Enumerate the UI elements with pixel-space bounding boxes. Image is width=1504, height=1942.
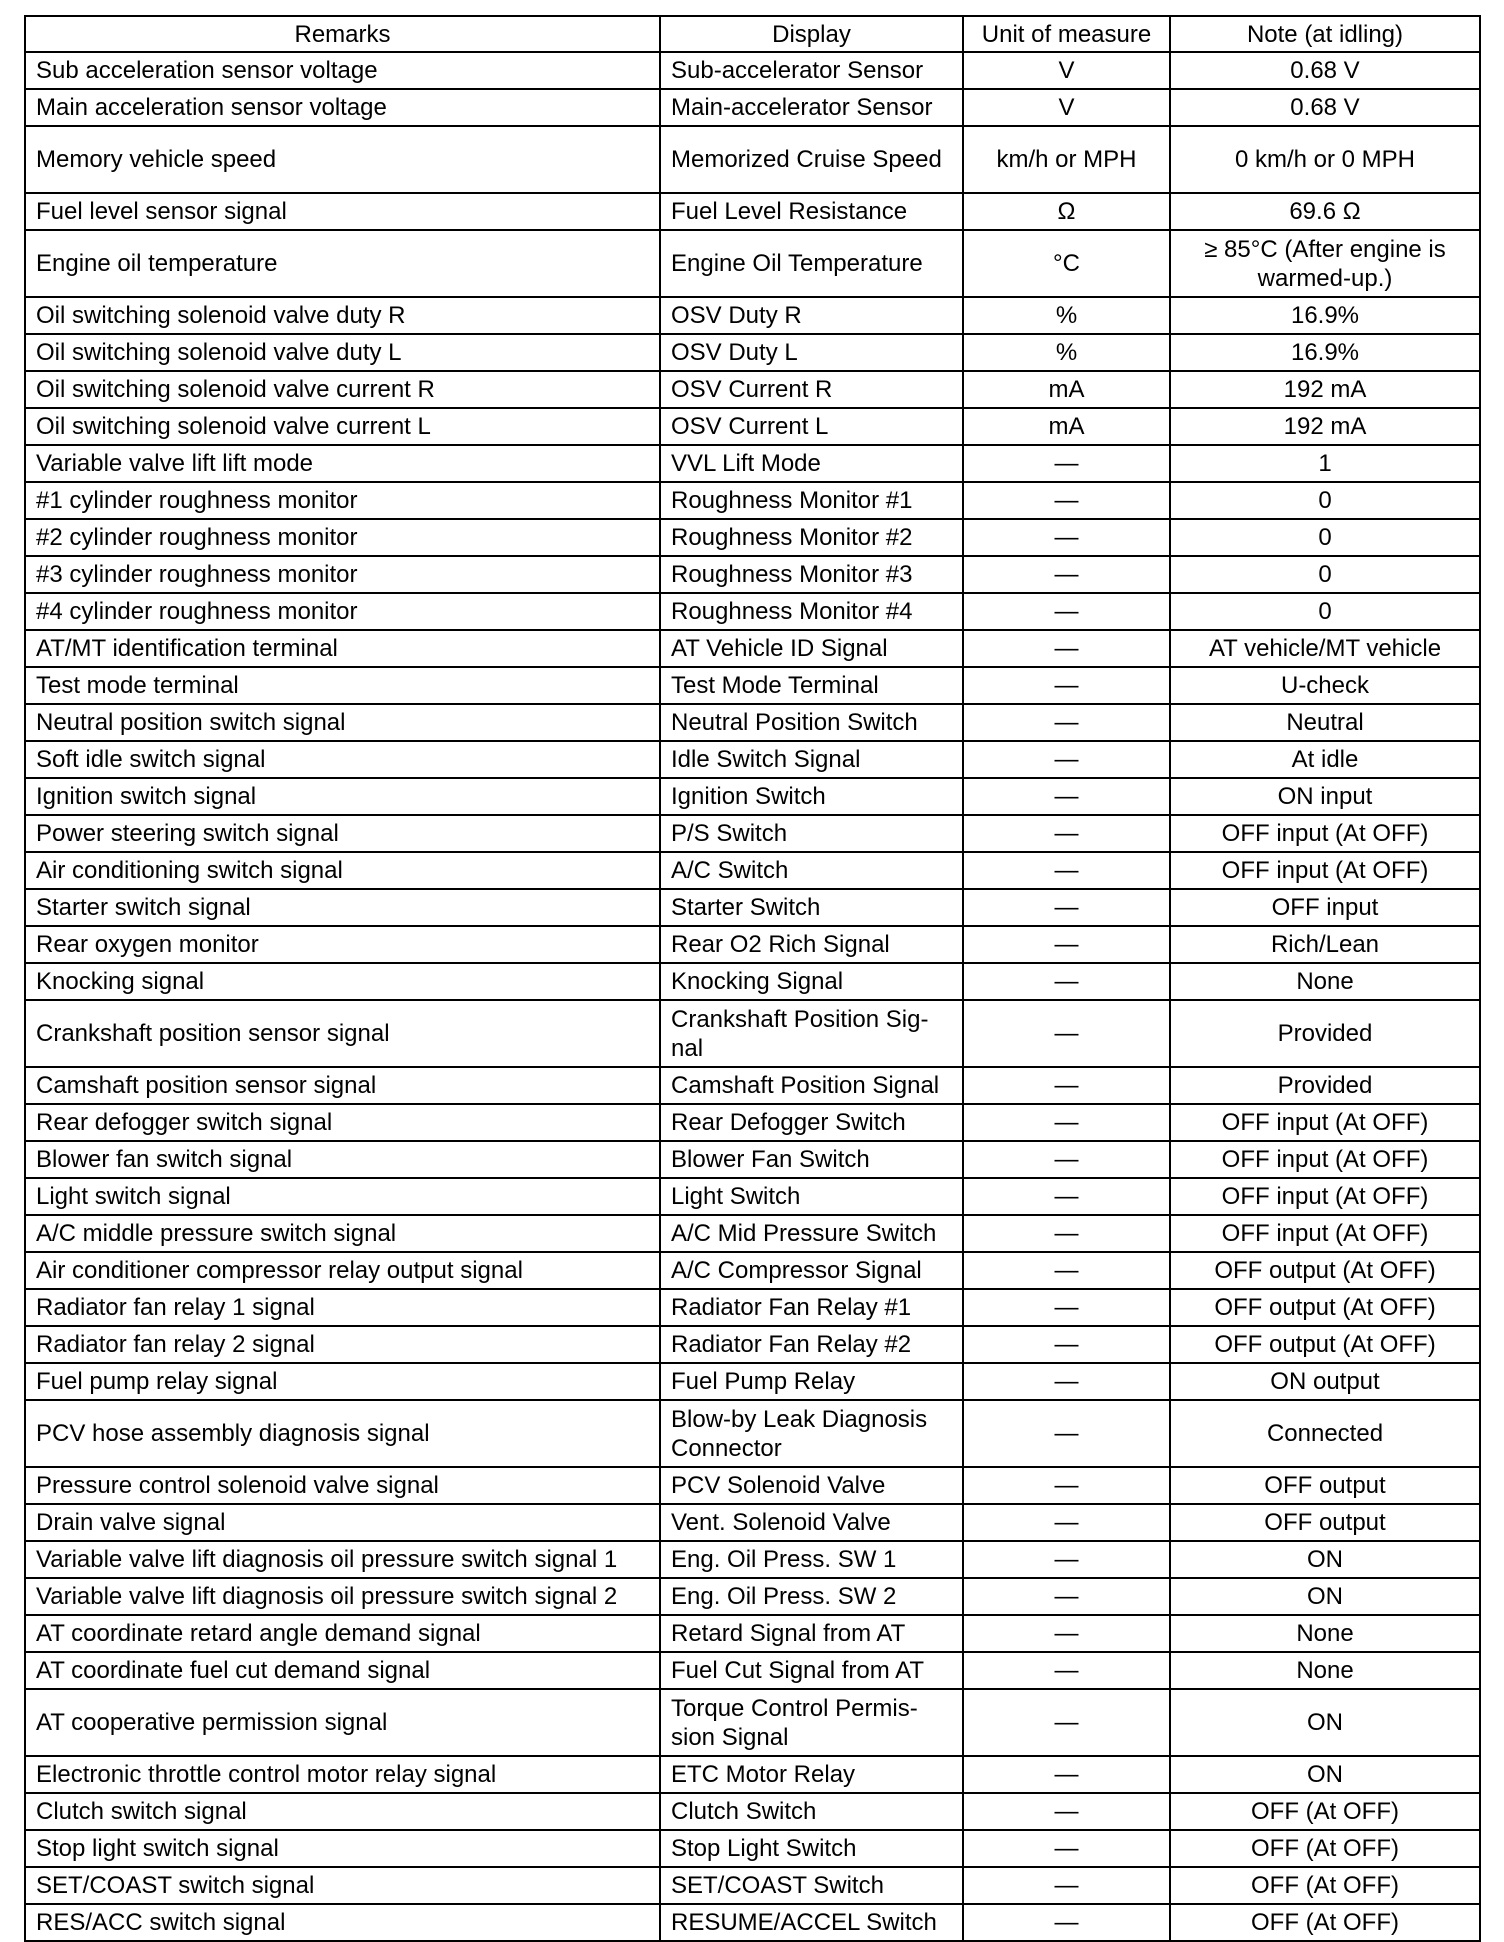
cell-display: OSV Current R: [660, 371, 963, 408]
cell-remarks: Soft idle switch signal: [25, 741, 660, 778]
cell-note: OFF input (At OFF): [1170, 1178, 1480, 1215]
table-row: [25, 704, 1480, 741]
cell-remarks: AT cooperative permission signal: [25, 1689, 660, 1756]
cell-display: AT Vehicle ID Signal: [660, 630, 963, 667]
cell-display: Blower Fan Switch: [660, 1141, 963, 1178]
header-display: Display: [660, 16, 963, 52]
table-row: [25, 1289, 1480, 1326]
cell-unit: —: [963, 1689, 1170, 1756]
table-row: [25, 1756, 1480, 1793]
cell-unit: Ω: [963, 193, 1170, 230]
table-row: [25, 1689, 1480, 1756]
cell-note: 0 km/h or 0 MPH: [1170, 126, 1480, 193]
table-body: [25, 52, 1480, 1941]
cell-note: 192 mA: [1170, 371, 1480, 408]
cell-remarks: Drain valve signal: [25, 1504, 660, 1541]
cell-display: Vent. Solenoid Valve: [660, 1504, 963, 1541]
cell-note: OFF input (At OFF): [1170, 1141, 1480, 1178]
header-unit: Unit of measure: [963, 16, 1170, 52]
cell-display: Retard Signal from AT: [660, 1615, 963, 1652]
cell-unit: V: [963, 89, 1170, 126]
cell-display: Neutral Position Switch: [660, 704, 963, 741]
table-row: [25, 52, 1480, 89]
cell-display: ETC Motor Relay: [660, 1756, 963, 1793]
cell-note: OFF (At OFF): [1170, 1867, 1480, 1904]
cell-remarks: RES/ACC switch signal: [25, 1904, 660, 1941]
table-row: [25, 1793, 1480, 1830]
table-row: [25, 408, 1480, 445]
cell-remarks: Variable valve lift diagnosis oil pressure switch signal 2: [25, 1578, 660, 1615]
cell-remarks: Pressure control solenoid valve signal: [25, 1467, 660, 1504]
cell-note: 16.9%: [1170, 297, 1480, 334]
cell-note: AT vehicle/MT vehicle: [1170, 630, 1480, 667]
cell-unit: —: [963, 704, 1170, 741]
table-row: [25, 889, 1480, 926]
cell-note: OFF input (At OFF): [1170, 852, 1480, 889]
cell-display: VVL Lift Mode: [660, 445, 963, 482]
cell-unit: —: [963, 1289, 1170, 1326]
table-row: [25, 1178, 1480, 1215]
cell-remarks: #2 cylinder roughness monitor: [25, 519, 660, 556]
cell-note: None: [1170, 1615, 1480, 1652]
cell-unit: —: [963, 1867, 1170, 1904]
cell-unit: —: [963, 1615, 1170, 1652]
cell-display: PCV Solenoid Valve: [660, 1467, 963, 1504]
cell-display: Idle Switch Signal: [660, 741, 963, 778]
spec-document: [24, 15, 1479, 1942]
cell-display: Starter Switch: [660, 889, 963, 926]
cell-unit: —: [963, 1178, 1170, 1215]
cell-unit: —: [963, 630, 1170, 667]
cell-note: Neutral: [1170, 704, 1480, 741]
cell-unit: —: [963, 1830, 1170, 1867]
table-row: [25, 815, 1480, 852]
cell-display: Ignition Switch: [660, 778, 963, 815]
table-row: [25, 593, 1480, 630]
table-row: [25, 334, 1480, 371]
cell-display: Crankshaft Position Sig-nal: [660, 1000, 963, 1067]
cell-note: Provided: [1170, 1067, 1480, 1104]
cell-note: None: [1170, 963, 1480, 1000]
cell-unit: —: [963, 1400, 1170, 1467]
cell-display: Eng. Oil Press. SW 2: [660, 1578, 963, 1615]
table-row: [25, 741, 1480, 778]
cell-remarks: Ignition switch signal: [25, 778, 660, 815]
table-row: [25, 1467, 1480, 1504]
cell-display: Roughness Monitor #2: [660, 519, 963, 556]
table-row: [25, 89, 1480, 126]
cell-display: Eng. Oil Press. SW 1: [660, 1541, 963, 1578]
cell-note: ≥ 85°C (After engine is warmed-up.): [1170, 230, 1480, 297]
cell-note: U-check: [1170, 667, 1480, 704]
cell-note: OFF input (At OFF): [1170, 1215, 1480, 1252]
cell-display: Knocking Signal: [660, 963, 963, 1000]
cell-unit: —: [963, 815, 1170, 852]
cell-remarks: Blower fan switch signal: [25, 1141, 660, 1178]
cell-remarks: Starter switch signal: [25, 889, 660, 926]
cell-display: Stop Light Switch: [660, 1830, 963, 1867]
cell-note: 69.6 Ω: [1170, 193, 1480, 230]
cell-remarks: Oil switching solenoid valve duty L: [25, 334, 660, 371]
cell-note: OFF (At OFF): [1170, 1793, 1480, 1830]
header-remarks: Remarks: [25, 16, 660, 52]
cell-unit: —: [963, 1000, 1170, 1067]
cell-display: Fuel Cut Signal from AT: [660, 1652, 963, 1689]
cell-note: OFF output (At OFF): [1170, 1326, 1480, 1363]
cell-display: OSV Duty R: [660, 297, 963, 334]
cell-remarks: Air conditioner compressor relay output signal: [25, 1252, 660, 1289]
cell-note: OFF output (At OFF): [1170, 1252, 1480, 1289]
table-row: [25, 963, 1480, 1000]
table-row: [25, 1067, 1480, 1104]
cell-note: Rich/Lean: [1170, 926, 1480, 963]
cell-unit: mA: [963, 408, 1170, 445]
cell-remarks: #1 cylinder roughness monitor: [25, 482, 660, 519]
cell-remarks: Crankshaft position sensor signal: [25, 1000, 660, 1067]
cell-display: Roughness Monitor #1: [660, 482, 963, 519]
cell-unit: °C: [963, 230, 1170, 297]
table-row: [25, 1326, 1480, 1363]
cell-unit: —: [963, 519, 1170, 556]
cell-unit: —: [963, 1252, 1170, 1289]
cell-unit: —: [963, 852, 1170, 889]
cell-unit: —: [963, 1215, 1170, 1252]
cell-display: RESUME/ACCEL Switch: [660, 1904, 963, 1941]
cell-remarks: Variable valve lift lift mode: [25, 445, 660, 482]
table-row: [25, 1904, 1480, 1941]
cell-remarks: PCV hose assembly diagnosis signal: [25, 1400, 660, 1467]
cell-display: Torque Control Permis-sion Signal: [660, 1689, 963, 1756]
table-row: [25, 230, 1480, 297]
table-row: [25, 1252, 1480, 1289]
cell-note: OFF output: [1170, 1504, 1480, 1541]
cell-unit: —: [963, 926, 1170, 963]
cell-remarks: Light switch signal: [25, 1178, 660, 1215]
cell-unit: —: [963, 1104, 1170, 1141]
cell-unit: —: [963, 778, 1170, 815]
table-row: [25, 852, 1480, 889]
cell-unit: %: [963, 297, 1170, 334]
cell-display: Camshaft Position Signal: [660, 1067, 963, 1104]
table-row: [25, 1000, 1480, 1067]
table-row: [25, 371, 1480, 408]
cell-unit: %: [963, 334, 1170, 371]
cell-remarks: Stop light switch signal: [25, 1830, 660, 1867]
table-row: [25, 445, 1480, 482]
cell-display: A/C Switch: [660, 852, 963, 889]
cell-remarks: #3 cylinder roughness monitor: [25, 556, 660, 593]
data-monitor-table: [24, 15, 1481, 1942]
cell-display: SET/COAST Switch: [660, 1867, 963, 1904]
table-row: [25, 1363, 1480, 1400]
cell-remarks: Neutral position switch signal: [25, 704, 660, 741]
cell-remarks: Rear defogger switch signal: [25, 1104, 660, 1141]
cell-remarks: AT coordinate fuel cut demand signal: [25, 1652, 660, 1689]
cell-note: OFF (At OFF): [1170, 1904, 1480, 1941]
cell-display: P/S Switch: [660, 815, 963, 852]
cell-note: 0.68 V: [1170, 52, 1480, 89]
cell-display: OSV Current L: [660, 408, 963, 445]
table-row: [25, 926, 1480, 963]
cell-remarks: Electronic throttle control motor relay signal: [25, 1756, 660, 1793]
cell-display: Roughness Monitor #4: [660, 593, 963, 630]
cell-remarks: Rear oxygen monitor: [25, 926, 660, 963]
cell-remarks: Knocking signal: [25, 963, 660, 1000]
cell-unit: —: [963, 556, 1170, 593]
cell-unit: —: [963, 1504, 1170, 1541]
table-row: [25, 778, 1480, 815]
cell-note: OFF output (At OFF): [1170, 1289, 1480, 1326]
cell-remarks: Radiator fan relay 1 signal: [25, 1289, 660, 1326]
cell-unit: —: [963, 593, 1170, 630]
cell-unit: —: [963, 963, 1170, 1000]
cell-note: ON: [1170, 1578, 1480, 1615]
table-row: [25, 1141, 1480, 1178]
cell-remarks: Oil switching solenoid valve current R: [25, 371, 660, 408]
cell-display: Rear Defogger Switch: [660, 1104, 963, 1141]
cell-note: ON output: [1170, 1363, 1480, 1400]
cell-note: 0: [1170, 482, 1480, 519]
cell-remarks: Camshaft position sensor signal: [25, 1067, 660, 1104]
table-row: [25, 1615, 1480, 1652]
cell-display: Main-accelerator Sensor: [660, 89, 963, 126]
cell-display: Rear O2 Rich Signal: [660, 926, 963, 963]
table-row: [25, 126, 1480, 193]
cell-note: 1: [1170, 445, 1480, 482]
cell-display: Test Mode Terminal: [660, 667, 963, 704]
cell-unit: —: [963, 1541, 1170, 1578]
cell-unit: —: [963, 1363, 1170, 1400]
cell-display: Fuel Level Resistance: [660, 193, 963, 230]
table-header: [25, 16, 1480, 52]
cell-note: At idle: [1170, 741, 1480, 778]
cell-display: Radiator Fan Relay #2: [660, 1326, 963, 1363]
table-row: [25, 1104, 1480, 1141]
cell-note: 192 mA: [1170, 408, 1480, 445]
cell-unit: —: [963, 1793, 1170, 1830]
cell-remarks: Power steering switch signal: [25, 815, 660, 852]
cell-remarks: #4 cylinder roughness monitor: [25, 593, 660, 630]
cell-unit: —: [963, 889, 1170, 926]
cell-note: 0: [1170, 556, 1480, 593]
table-row: [25, 1652, 1480, 1689]
cell-remarks: Air conditioning switch signal: [25, 852, 660, 889]
table-row: [25, 1578, 1480, 1615]
cell-display: Clutch Switch: [660, 1793, 963, 1830]
cell-unit: —: [963, 1467, 1170, 1504]
table-row: [25, 1504, 1480, 1541]
table-row: [25, 297, 1480, 334]
cell-display: Blow-by Leak Diagnosis Connector: [660, 1400, 963, 1467]
cell-unit: —: [963, 1904, 1170, 1941]
cell-note: ON input: [1170, 778, 1480, 815]
cell-note: Provided: [1170, 1000, 1480, 1067]
header-row: [25, 16, 1480, 52]
cell-remarks: Oil switching solenoid valve current L: [25, 408, 660, 445]
cell-note: OFF input: [1170, 889, 1480, 926]
cell-remarks: Sub acceleration sensor voltage: [25, 52, 660, 89]
cell-remarks: SET/COAST switch signal: [25, 1867, 660, 1904]
cell-unit: —: [963, 741, 1170, 778]
cell-unit: —: [963, 482, 1170, 519]
table-row: [25, 1830, 1480, 1867]
cell-note: 0: [1170, 519, 1480, 556]
cell-display: Engine Oil Temperature: [660, 230, 963, 297]
cell-remarks: AT/MT identification terminal: [25, 630, 660, 667]
cell-unit: —: [963, 1326, 1170, 1363]
cell-note: 0: [1170, 593, 1480, 630]
cell-unit: —: [963, 1067, 1170, 1104]
cell-unit: V: [963, 52, 1170, 89]
cell-remarks: Clutch switch signal: [25, 1793, 660, 1830]
cell-unit: mA: [963, 371, 1170, 408]
cell-unit: —: [963, 1141, 1170, 1178]
cell-note: ON: [1170, 1756, 1480, 1793]
cell-note: ON: [1170, 1689, 1480, 1756]
cell-note: OFF input (At OFF): [1170, 815, 1480, 852]
table-row: [25, 1400, 1480, 1467]
cell-display: A/C Compressor Signal: [660, 1252, 963, 1289]
cell-remarks: Test mode terminal: [25, 667, 660, 704]
cell-note: OFF output: [1170, 1467, 1480, 1504]
table-row: [25, 630, 1480, 667]
cell-unit: —: [963, 667, 1170, 704]
cell-remarks: Radiator fan relay 2 signal: [25, 1326, 660, 1363]
cell-remarks: Main acceleration sensor voltage: [25, 89, 660, 126]
table-row: [25, 1215, 1480, 1252]
cell-remarks: Fuel level sensor signal: [25, 193, 660, 230]
cell-note: None: [1170, 1652, 1480, 1689]
cell-display: A/C Mid Pressure Switch: [660, 1215, 963, 1252]
table-row: [25, 519, 1480, 556]
table-row: [25, 482, 1480, 519]
cell-remarks: Fuel pump relay signal: [25, 1363, 660, 1400]
cell-remarks: Variable valve lift diagnosis oil pressure switch signal 1: [25, 1541, 660, 1578]
cell-display: Fuel Pump Relay: [660, 1363, 963, 1400]
cell-display: OSV Duty L: [660, 334, 963, 371]
header-note: Note (at idling): [1170, 16, 1480, 52]
table-row: [25, 556, 1480, 593]
cell-note: Connected: [1170, 1400, 1480, 1467]
cell-remarks: Memory vehicle speed: [25, 126, 660, 193]
cell-note: ON: [1170, 1541, 1480, 1578]
cell-note: 0.68 V: [1170, 89, 1480, 126]
cell-display: Roughness Monitor #3: [660, 556, 963, 593]
cell-display: Memorized Cruise Speed: [660, 126, 963, 193]
table-row: [25, 667, 1480, 704]
table-row: [25, 1541, 1480, 1578]
cell-display: Radiator Fan Relay #1: [660, 1289, 963, 1326]
cell-unit: —: [963, 1756, 1170, 1793]
cell-remarks: Oil switching solenoid valve duty R: [25, 297, 660, 334]
cell-note: 16.9%: [1170, 334, 1480, 371]
cell-remarks: A/C middle pressure switch signal: [25, 1215, 660, 1252]
table-row: [25, 1867, 1480, 1904]
cell-unit: —: [963, 1578, 1170, 1615]
cell-remarks: AT coordinate retard angle demand signal: [25, 1615, 660, 1652]
cell-display: Light Switch: [660, 1178, 963, 1215]
cell-unit: km/h or MPH: [963, 126, 1170, 193]
table-row: [25, 193, 1480, 230]
cell-remarks: Engine oil temperature: [25, 230, 660, 297]
cell-unit: —: [963, 445, 1170, 482]
cell-display: Sub-accelerator Sensor: [660, 52, 963, 89]
cell-note: OFF (At OFF): [1170, 1830, 1480, 1867]
cell-unit: —: [963, 1652, 1170, 1689]
cell-note: OFF input (At OFF): [1170, 1104, 1480, 1141]
